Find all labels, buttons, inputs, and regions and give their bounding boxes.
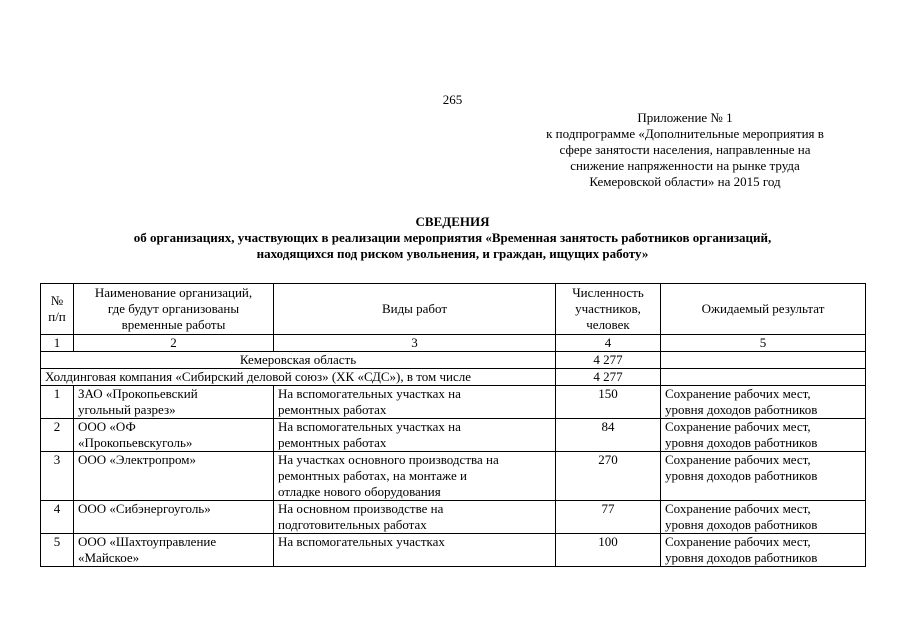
table-row [41,386,866,419]
header-count [556,284,661,335]
row-result [661,452,866,501]
result-line: Сохранение рабочих мест, [665,419,811,434]
column-number: 4 [556,335,661,352]
org-line: «Майское» [78,550,140,565]
result-line: уровня доходов работников [665,468,818,483]
work-line: На основном производстве на [278,501,444,516]
work-line: отладке нового оборудования [278,484,441,499]
row-org [74,386,274,419]
result-line: Сохранение рабочих мест, [665,501,811,516]
org-line: ЗАО «Прокопьевский [78,386,198,401]
result-line: уровня доходов работников [665,402,818,417]
row-num: 1 [41,386,74,419]
row-result [661,419,866,452]
org-line: ООО «Шахтоуправление [78,534,217,549]
work-line: На вспомогательных участках [278,534,445,549]
row-num: 5 [41,534,74,567]
holding-row [41,369,866,386]
org-line: ООО «Сибэнергоуголь» [78,501,211,516]
org-line: ООО «ОФ [78,419,136,434]
work-line: ремонтных работах [278,435,387,450]
header-line: где будут организованы [107,301,240,316]
result-line: Сохранение рабочих мест, [665,386,811,401]
header-org [74,284,274,335]
row-work [274,501,556,534]
row-result [661,534,866,567]
column-number: 3 [274,335,556,352]
row-result [661,386,866,419]
header-line: человек [586,317,630,332]
appendix-line: снижение напряженности на рынке труда [570,158,800,173]
row-org [74,452,274,501]
region-result [661,352,866,369]
region-row [41,352,866,369]
heading-line-1: об организациях, участвующих в реализации мероприятия «Временная занятость работников организаций, [133,230,772,245]
row-org [74,501,274,534]
row-num: 4 [41,501,74,534]
row-count: 270 [556,452,661,501]
work-line: На вспомогательных участках на [278,386,461,401]
header-work [274,284,556,335]
row-work [274,419,556,452]
holding-label: Холдинговая компания «Сибирский деловой союз» (ХК «СДС»), в том числе [41,369,556,386]
result-line: уровня доходов работников [665,435,818,450]
appendix-line: к подпрограмме «Дополнительные мероприятия в [546,126,824,141]
table-row [41,534,866,567]
appendix-line: Приложение № 1 [637,110,733,125]
work-line: ремонтных работах [278,402,387,417]
work-line: подготовительных работах [278,517,427,532]
header-line: временные работы [121,317,226,332]
result-line: Сохранение рабочих мест, [665,534,811,549]
region-label: Кемеровская область [41,352,556,369]
appendix-block [505,110,865,190]
organizations-table [40,283,866,567]
row-org [74,419,274,452]
region-count: 4 277 [556,352,661,369]
result-line: уровня доходов работников [665,550,818,565]
row-num: 2 [41,419,74,452]
heading-title: СВЕДЕНИЯ [415,214,490,229]
row-result [661,501,866,534]
header-line: Численность [572,285,644,300]
header-line: п/п [48,309,66,324]
header-line: Ожидаемый результат [701,301,825,316]
row-work [274,452,556,501]
table-row [41,501,866,534]
column-number-row [41,335,866,352]
row-work [274,534,556,567]
work-line: ремонтных работах, на монтаже и [278,468,467,483]
result-line: Сохранение рабочих мест, [665,452,811,467]
header-num [41,284,74,335]
page-number: 265 [442,92,463,107]
org-line: ООО «Электропром» [78,452,197,467]
row-work [274,386,556,419]
holding-count: 4 277 [556,369,661,386]
row-count: 150 [556,386,661,419]
heading-line-2: находящихся под риском увольнения, и граждан, ищущих работу» [256,246,649,261]
row-org [74,534,274,567]
document-heading [0,214,905,262]
column-number: 2 [74,335,274,352]
result-line: уровня доходов работников [665,517,818,532]
table-row [41,419,866,452]
row-count: 77 [556,501,661,534]
row-count: 100 [556,534,661,567]
column-number: 5 [661,335,866,352]
work-line: На вспомогательных участках на [278,419,461,434]
appendix-line: Кемеровской области» на 2015 год [589,174,781,189]
table-header-row [41,284,866,335]
org-line: «Прокопьевскуголь» [78,435,193,450]
org-line: угольный разрез» [78,402,176,417]
header-line: № [50,293,64,308]
row-count: 84 [556,419,661,452]
table-row [41,452,866,501]
header-line: участников, [575,301,641,316]
header-line: Виды работ [381,301,448,316]
work-line: На участках основного производства на [278,452,499,467]
header-line: Наименование организаций, [94,285,253,300]
row-num: 3 [41,452,74,501]
appendix-line: сфере занятости населения, направленные на [559,142,811,157]
holding-result [661,369,866,386]
column-number: 1 [41,335,74,352]
header-result [661,284,866,335]
